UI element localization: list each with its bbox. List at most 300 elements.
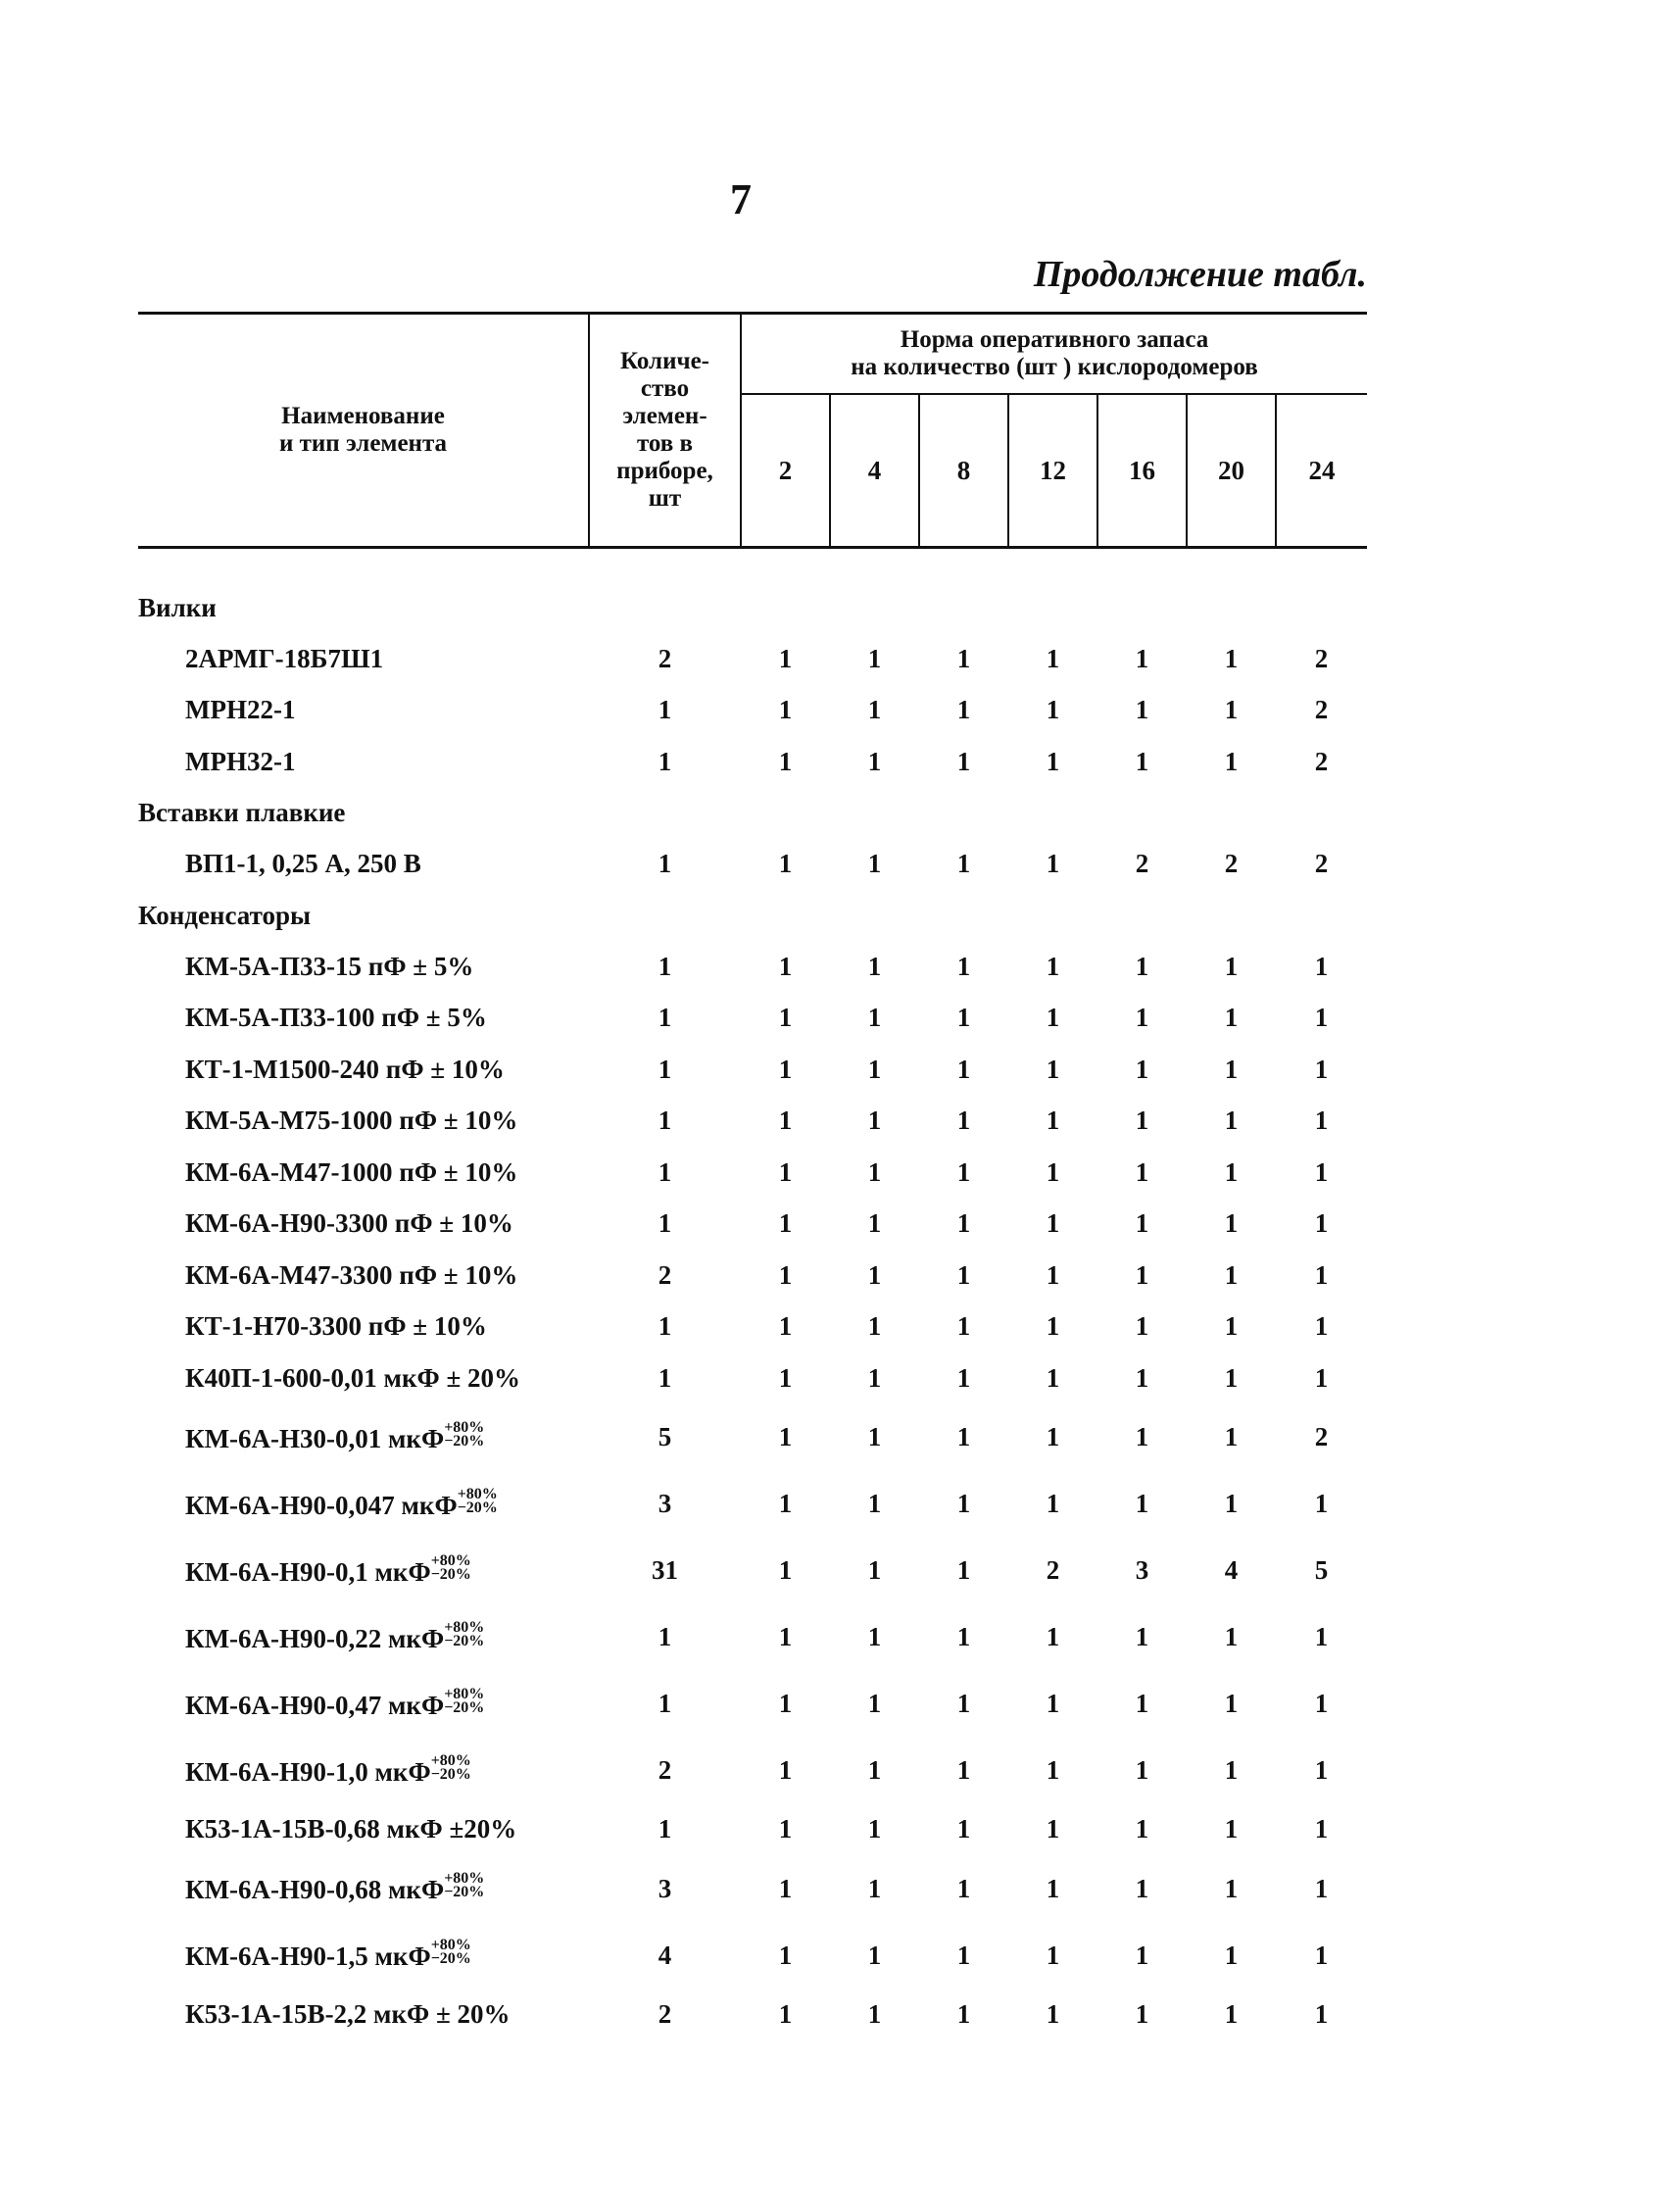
norm-cell: 1 [1135,951,1149,981]
norm-cell: 1 [1046,1422,1060,1451]
element-count-cell: 2 [658,1755,672,1785]
tolerance-lower: −20% [430,1765,471,1783]
norm-cell: 2 [1314,1422,1329,1451]
norm-cell: 1 [1314,1622,1329,1651]
norm-cell: 1 [1224,1003,1239,1033]
element-count-cell: 4 [658,1940,672,1970]
norm-cell: 1 [778,1998,793,2029]
norm-cell: 1 [1224,1156,1239,1187]
tolerance-lower: −20% [430,1950,471,1967]
norm-cell: 1 [1046,1156,1060,1187]
header-element-name: Наименование и тип элемента [138,314,589,548]
element-count-cell: 1 [658,695,672,725]
element-name: КМ-5А-П33-15 пФ ± 5% [185,951,474,981]
tolerance-lower: −20% [457,1499,498,1516]
norm-cell: 1 [956,1311,971,1342]
tolerance [430,1751,471,1783]
element-name-cell [138,1199,589,1251]
element-count-cell: 1 [658,849,672,879]
element-name: 2АРМГ-18Б7Ш1 [185,643,384,673]
norm-cell: 1 [1135,1208,1149,1239]
norm-cell: 1 [867,1622,882,1651]
table-row [138,1922,1367,1989]
element-name: КМ-6А-Н90-0,47 мкФ [185,1690,445,1720]
tolerance-upper: +80% [430,1937,471,1953]
norm-cell: 1 [867,746,882,776]
norm-cell: 1 [1314,1259,1329,1290]
element-count-cell: 1 [658,951,672,981]
norm-cell: 1 [1046,1622,1060,1651]
element-name-cell [138,1302,589,1353]
norm-cell: 1 [1135,1156,1149,1187]
norm-cell: 1 [867,951,882,981]
norm-cell: 1 [1224,1054,1239,1084]
table-row [138,1352,1367,1404]
table-row [138,1671,1367,1738]
table-row [138,1804,1367,1856]
norm-cell: 1 [956,1156,971,1187]
norm-cell: 1 [778,1054,793,1084]
norm-cell: 1 [778,1940,793,1970]
element-name: КМ-6А-М47-1000 пФ ± 10% [185,1156,518,1187]
norm-cell: 1 [1135,1422,1149,1451]
element-name-cell [138,1738,589,1804]
norm-cell: 1 [867,1422,882,1451]
element-count-cell: 1 [658,1106,672,1136]
table-row [138,1471,1367,1538]
element-name: КМ-6А-Н90-1,5 мкФ [185,1942,431,1971]
element-count-cell: 1 [658,1311,672,1342]
norm-cell: 1 [1046,1311,1060,1342]
tolerance-lower: −20% [444,1432,485,1450]
norm-cell: 2 [1314,746,1329,776]
norm-cell: 1 [1135,1362,1149,1393]
element-name-cell [138,1538,589,1604]
element-name-cell [138,1804,589,1856]
norm-cell: 1 [1046,1054,1060,1084]
norm-cell: 1 [1314,1873,1329,1903]
table-row [138,736,1367,788]
norm-cell: 1 [1046,1003,1060,1033]
header-quantity-cell: 16 [1097,394,1187,548]
element-name: К53-1А-15В-2,2 мкФ ± 20% [185,1998,511,2029]
header-quantity-cell: 12 [1008,394,1097,548]
norm-cell: 1 [956,1003,971,1033]
norm-cell: 1 [956,951,971,981]
group-row [138,890,1367,941]
tolerance-lower: −20% [444,1632,485,1649]
table-row [138,1738,1367,1804]
element-count-cell: 1 [658,1054,672,1084]
element-name: К40П-1-600-0,01 мкФ ± 20% [185,1362,521,1393]
group-name: Вставки плавкие [138,798,346,827]
norm-cell: 1 [1314,1208,1329,1239]
tolerance-upper: +80% [444,1618,485,1636]
norm-cell: 1 [1314,1689,1329,1718]
table-body [138,548,1367,2040]
norm-cell: 1 [956,849,971,879]
element-name-cell [138,1471,589,1538]
norm-cell: 1 [1135,1940,1149,1970]
norm-cell: 1 [1224,1106,1239,1136]
norm-cell: 1 [1046,849,1060,879]
element-name: МРН32-1 [185,746,296,776]
tolerance-upper: +80% [444,1418,485,1436]
norm-cell: 1 [1046,1259,1060,1290]
element-name-cell [138,685,589,737]
element-count-cell: 1 [658,1156,672,1187]
table-row [138,1604,1367,1671]
norm-cell: 1 [1046,1998,1060,2029]
norm-cell: 1 [778,1873,793,1903]
element-count-cell: 31 [652,1555,678,1585]
norm-cell: 1 [1224,695,1239,725]
element-name: КМ-6А-Н30-0,01 мкФ [185,1423,445,1453]
element-name: КМ-6А-Н90-0,68 мкФ [185,1875,445,1904]
norm-cell: 1 [778,643,793,673]
norm-cell: 1 [1224,951,1239,981]
group-name: Вилки [138,592,217,622]
element-count-cell: 1 [658,1362,672,1393]
element-name: МРН22-1 [185,695,296,725]
norm-cell: 1 [778,1689,793,1718]
element-name: ВП1-1, 0,25 А, 250 В [185,849,421,879]
norm-cell: 1 [867,1259,882,1290]
norm-cell: 1 [778,746,793,776]
table-row [138,633,1367,685]
element-name: КМ-5А-П33-100 пФ ± 5% [185,1003,487,1033]
norm-cell: 1 [1135,1755,1149,1785]
norm-cell: 1 [867,1311,882,1342]
norm-cell: 1 [956,746,971,776]
norm-cell: 1 [1046,1755,1060,1785]
element-name-cell [138,736,589,788]
norm-cell: 1 [778,1489,793,1518]
norm-cell: 1 [1135,1259,1149,1290]
norm-cell: 1 [867,1814,882,1844]
norm-cell: 1 [867,1003,882,1033]
table-row [138,1538,1367,1604]
group-row [138,788,1367,839]
norm-cell: 1 [956,1362,971,1393]
table-row [138,685,1367,737]
table-row [138,941,1367,993]
element-name: КМ-6А-Н90-3300 пФ ± 10% [185,1208,513,1239]
norm-cell: 1 [1135,695,1149,725]
header-element-count: Количе- ство элемен- тов в приборе, шт [589,314,741,548]
element-name: КМ-5А-М75-1000 пФ ± 10% [185,1106,518,1136]
table-row [138,1199,1367,1251]
spare-parts-table [138,312,1367,2040]
norm-cell: 1 [867,1156,882,1187]
norm-cell: 1 [956,1689,971,1718]
header-quantity-cell: 4 [830,394,919,548]
norm-cell: 1 [778,951,793,981]
tolerance [444,1618,485,1649]
tolerance [457,1485,498,1516]
norm-cell: 1 [956,1998,971,2029]
norm-cell: 1 [778,1814,793,1844]
norm-cell: 1 [778,1622,793,1651]
element-name-cell [138,1352,589,1404]
norm-cell: 1 [867,1555,882,1585]
norm-cell: 1 [1314,1054,1329,1084]
norm-cell: 1 [1224,1208,1239,1239]
element-count-cell: 5 [658,1422,672,1451]
norm-cell: 1 [1224,1422,1239,1451]
norm-cell: 1 [1046,1689,1060,1718]
tolerance [430,1551,471,1583]
norm-cell: 1 [1314,1489,1329,1518]
norm-cell: 1 [778,1422,793,1451]
norm-cell: 1 [1135,1054,1149,1084]
norm-cell: 1 [1314,1998,1329,2029]
norm-cell: 1 [1224,1998,1239,2029]
norm-cell: 1 [1046,1940,1060,1970]
norm-cell: 1 [778,1106,793,1136]
table-row [138,1989,1367,2040]
element-name-cell [138,633,589,685]
norm-cell: 1 [867,1208,882,1239]
tolerance-upper: +80% [457,1485,498,1502]
norm-cell: 1 [1314,1814,1329,1844]
element-name-cell [138,1989,589,2040]
header-reserve-norm: Норма оперативного запаса на количество (шт ) кислородомеров [741,314,1367,395]
norm-cell: 1 [1135,1311,1149,1342]
element-name-cell [138,993,589,1045]
element-name: КТ-1-М1500-240 пФ ± 10% [185,1054,505,1084]
norm-cell: 1 [1224,1755,1239,1785]
norm-cell: 1 [956,1755,971,1785]
element-count-cell: 1 [658,1622,672,1651]
header-quantity-cell: 24 [1276,394,1367,548]
table-row [138,1404,1367,1471]
table-header [138,314,1367,548]
norm-cell: 1 [1046,643,1060,673]
table-row [138,1250,1367,1302]
norm-cell: 1 [1314,951,1329,981]
norm-cell: 1 [956,1873,971,1903]
tolerance-lower: −20% [444,1698,485,1716]
norm-cell: 4 [1224,1555,1239,1585]
norm-cell: 1 [956,1208,971,1239]
norm-cell: 1 [956,1940,971,1970]
norm-cell: 1 [778,1755,793,1785]
norm-cell: 1 [956,695,971,725]
norm-cell: 1 [1224,1689,1239,1718]
norm-cell: 1 [867,1940,882,1970]
norm-cell: 1 [867,1106,882,1136]
norm-cell: 1 [867,1873,882,1903]
element-name: КМ-6А-Н90-0,047 мкФ [185,1490,458,1520]
table-row [138,1302,1367,1353]
norm-cell: 2 [1135,849,1149,879]
norm-cell: 2 [1314,643,1329,673]
norm-cell: 1 [1224,1940,1239,1970]
norm-cell: 1 [956,1106,971,1136]
norm-cell: 1 [778,1311,793,1342]
norm-cell: 1 [867,1998,882,2029]
norm-cell: 1 [778,1156,793,1187]
element-name: КМ-6А-М47-3300 пФ ± 10% [185,1259,518,1290]
header-quantity-cell: 2 [741,394,830,548]
table-row [138,1855,1367,1922]
element-count-cell: 3 [658,1489,672,1518]
table-row [138,1096,1367,1148]
element-name-cell [138,1147,589,1199]
group-name: Конденсаторы [138,900,312,930]
header-quantity-cell: 8 [919,394,1008,548]
norm-cell: 1 [867,1689,882,1718]
norm-cell: 1 [1046,1489,1060,1518]
table-row [138,839,1367,891]
norm-cell: 1 [778,1208,793,1239]
norm-cell: 1 [778,1555,793,1585]
norm-cell: 1 [1224,1873,1239,1903]
norm-cell: 1 [956,1622,971,1651]
norm-cell: 1 [1314,1940,1329,1970]
spacer-cell [138,548,1367,583]
element-count-cell: 1 [658,1003,672,1033]
norm-cell: 1 [956,643,971,673]
tolerance [444,1872,484,1899]
element-count-cell: 1 [658,1208,672,1239]
norm-cell: 1 [1224,1259,1239,1290]
norm-cell: 1 [1224,746,1239,776]
norm-cell: 1 [1046,1208,1060,1239]
norm-cell: 1 [1224,1814,1239,1844]
element-name-cell [138,1404,589,1471]
element-name-cell [138,1604,589,1671]
norm-cell: 1 [778,849,793,879]
norm-cell: 1 [1224,1362,1239,1393]
norm-cell: 1 [1135,1998,1149,2029]
norm-cell: 1 [1314,1755,1329,1785]
tolerance-lower: −20% [430,1565,471,1583]
norm-cell: 1 [1135,1814,1149,1844]
norm-cell: 1 [1046,1362,1060,1393]
page-number: 7 [730,175,752,223]
norm-cell: 1 [867,1362,882,1393]
norm-cell: 1 [1046,1106,1060,1136]
norm-cell: 1 [1224,1622,1239,1651]
header-quantity-cell: 20 [1187,394,1276,548]
norm-cell: 1 [1224,1311,1239,1342]
element-name-cell [138,1096,589,1148]
norm-cell: 1 [1314,1362,1329,1393]
element-name-cell [138,1250,589,1302]
norm-cell: 1 [867,643,882,673]
elements-table-container [138,312,1367,2040]
norm-cell: 1 [956,1555,971,1585]
norm-cell: 1 [1135,1106,1149,1136]
norm-cell: 1 [1046,1814,1060,1844]
norm-cell: 1 [1314,1156,1329,1187]
norm-cell: 1 [1046,1873,1060,1903]
norm-cell: 1 [956,1054,971,1084]
norm-cell: 1 [1046,695,1060,725]
tolerance-lower: −20% [444,1884,485,1900]
group-row [138,582,1367,633]
norm-cell: 1 [1135,1873,1149,1903]
element-name: КТ-1-Н70-3300 пФ ± 10% [185,1311,487,1342]
element-name-cell [138,1922,589,1989]
norm-cell: 1 [1135,1003,1149,1033]
element-name-cell [138,839,589,891]
norm-cell: 2 [1046,1555,1060,1585]
table-spacer-row [138,548,1367,583]
norm-cell: 1 [1135,1489,1149,1518]
norm-cell: 1 [778,1259,793,1290]
norm-cell: 1 [867,1489,882,1518]
element-name: КМ-6А-Н90-1,0 мкФ [185,1756,431,1787]
element-name-cell [138,1044,589,1096]
norm-cell: 2 [1314,849,1329,879]
norm-cell: 1 [1135,1622,1149,1651]
norm-cell: 1 [956,1422,971,1451]
norm-cell: 1 [1135,1689,1149,1718]
tolerance-upper: +80% [444,1870,485,1887]
tolerance-upper: +80% [430,1551,471,1569]
element-name: КМ-6А-Н90-0,22 мкФ [185,1623,445,1653]
tolerance [431,1939,471,1966]
norm-cell: 1 [1224,1489,1239,1518]
norm-cell: 1 [1314,1106,1329,1136]
element-name-cell [138,1671,589,1738]
norm-cell: 5 [1314,1555,1329,1585]
norm-cell: 3 [1135,1555,1149,1585]
table-continuation-caption: Продолжение табл. [1033,254,1367,295]
tolerance [444,1685,485,1716]
norm-cell: 1 [956,1489,971,1518]
tolerance-upper: +80% [444,1685,485,1702]
norm-cell: 1 [956,1259,971,1290]
norm-cell: 1 [1224,643,1239,673]
norm-cell: 1 [1046,746,1060,776]
norm-cell: 1 [1135,643,1149,673]
norm-cell: 1 [778,695,793,725]
element-name-cell [138,1855,589,1922]
element-count-cell: 2 [658,1259,672,1290]
element-count-cell: 2 [658,1998,672,2029]
norm-cell: 1 [867,695,882,725]
norm-cell: 1 [1314,1003,1329,1033]
element-count-cell: 1 [658,1814,672,1844]
norm-cell: 2 [1224,849,1239,879]
element-name: КМ-6А-Н90-0,1 мкФ [185,1556,431,1587]
element-count-cell: 3 [658,1873,672,1903]
element-count-cell: 1 [658,746,672,776]
norm-cell: 1 [867,849,882,879]
norm-cell: 1 [867,1755,882,1785]
element-count-cell: 1 [658,1689,672,1718]
table-row [138,1044,1367,1096]
norm-cell: 1 [1046,951,1060,981]
norm-cell: 1 [956,1814,971,1844]
norm-cell: 1 [1135,746,1149,776]
norm-cell: 1 [1314,1311,1329,1342]
element-name-cell [138,941,589,993]
table-row [138,1147,1367,1199]
norm-cell: 1 [778,1362,793,1393]
norm-cell: 1 [778,1003,793,1033]
element-name: К53-1А-15В-0,68 мкФ ±20% [185,1814,517,1844]
tolerance [444,1418,485,1450]
table-row [138,993,1367,1045]
norm-cell: 2 [1314,695,1329,725]
element-count-cell: 2 [658,643,672,673]
norm-cell: 1 [867,1054,882,1084]
